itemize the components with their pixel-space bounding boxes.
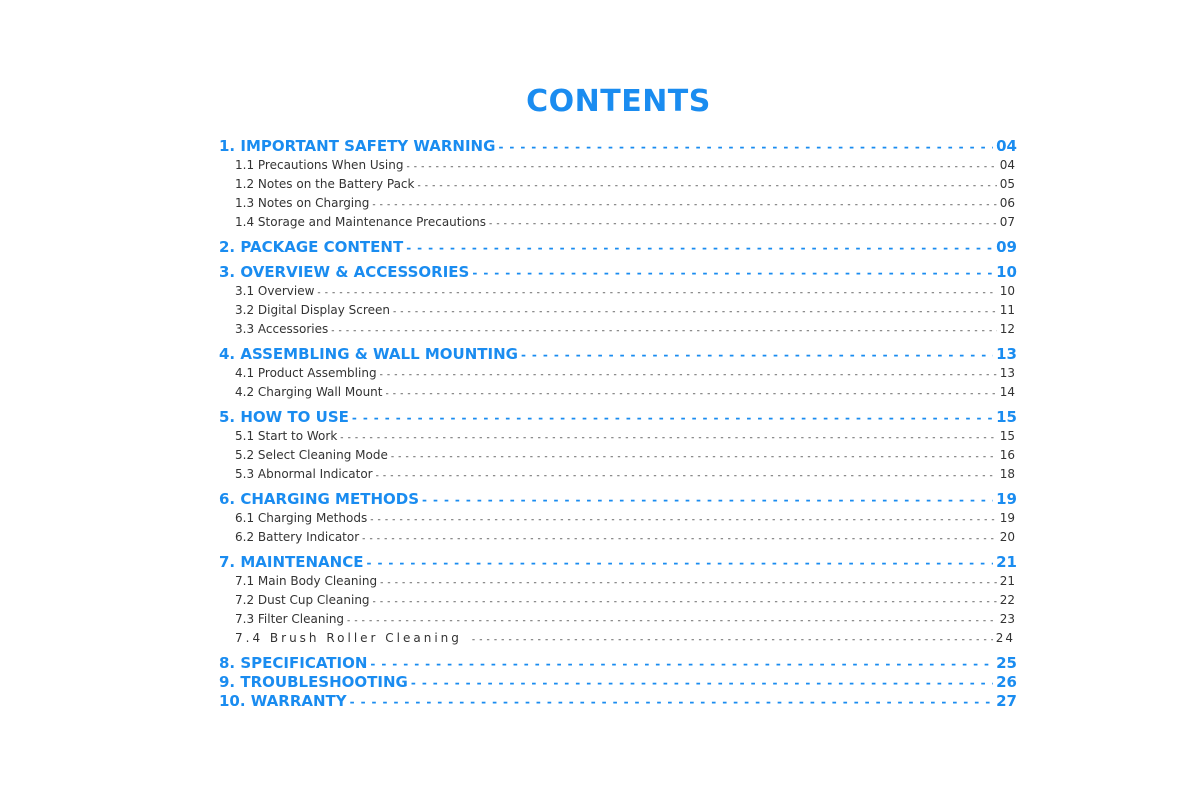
- toc-item-label: 7.2 Dust Cup Cleaning: [235, 593, 370, 607]
- toc-section[interactable]: [219, 654, 1017, 673]
- toc-section-label: 8. SPECIFICATION: [219, 654, 368, 672]
- toc-section[interactable]: [219, 137, 1017, 156]
- toc-item-label: 3.1 Overview: [235, 284, 315, 298]
- toc-section[interactable]: [219, 553, 1017, 572]
- toc-section-label: 5. HOW TO USE: [219, 408, 349, 426]
- toc-item[interactable]: [219, 629, 1017, 648]
- toc-page-number: 04: [996, 137, 1017, 155]
- toc-item-label: 6.2 Battery Indicator: [235, 530, 360, 544]
- toc-item-label: 1.4 Storage and Maintenance Precautions: [235, 215, 487, 229]
- dot-leader: [372, 194, 996, 215]
- toc-page-number: 23: [999, 612, 1015, 626]
- dot-leader: [373, 591, 997, 612]
- dot-leader: [417, 175, 996, 196]
- toc-item-label: 3.3 Accessories: [235, 322, 329, 336]
- toc-page-number: 12: [999, 322, 1015, 336]
- dot-leader: [380, 364, 997, 385]
- dot-leader: [352, 408, 993, 428]
- dot-leader: [340, 427, 996, 448]
- dot-leader: [411, 673, 993, 693]
- toc-page-number: 10: [999, 284, 1015, 298]
- toc-page-number: 18: [999, 467, 1015, 481]
- dot-leader: [521, 345, 993, 365]
- toc-page-number: 14: [999, 385, 1015, 399]
- toc-item[interactable]: [219, 509, 1017, 528]
- page-title: CONTENTS: [526, 84, 711, 119]
- toc-item[interactable]: [219, 213, 1017, 232]
- dot-leader: [498, 137, 993, 157]
- toc-section[interactable]: [219, 238, 1017, 257]
- toc-page-number: 15: [996, 408, 1017, 426]
- toc-item-label: 5.2 Select Cleaning Mode: [235, 448, 388, 462]
- dot-leader: [347, 610, 997, 631]
- dot-leader: [489, 213, 997, 234]
- toc-item[interactable]: [219, 383, 1017, 402]
- toc-item-label: 7.1 Main Body Cleaning: [235, 574, 378, 588]
- toc-item-label: 1.3 Notes on Charging: [235, 196, 370, 210]
- toc-section[interactable]: [219, 673, 1017, 692]
- toc-item-label: 3.2 Digital Display Screen: [235, 303, 390, 317]
- dot-leader: [370, 654, 993, 674]
- toc-item[interactable]: [219, 465, 1017, 484]
- toc-item-label: 1.2 Notes on the Battery Pack: [235, 177, 415, 191]
- toc-page-number: 11: [999, 303, 1015, 317]
- toc-page-number: 13: [999, 366, 1015, 380]
- toc-page-number: 19: [996, 490, 1017, 508]
- toc-page-number: 22: [999, 593, 1015, 607]
- toc-section-label: 1. IMPORTANT SAFETY WARNING: [219, 137, 496, 155]
- toc-item[interactable]: [219, 446, 1017, 465]
- toc-item[interactable]: [219, 156, 1017, 175]
- dot-leader: [362, 528, 997, 549]
- dot-leader: [376, 465, 997, 486]
- dot-leader: [472, 629, 993, 650]
- toc-section[interactable]: [219, 692, 1017, 711]
- toc-page-number: 26: [996, 673, 1017, 691]
- toc-page-number: 20: [999, 530, 1015, 544]
- dot-leader: [406, 156, 996, 177]
- toc-page-number: 05: [999, 177, 1015, 191]
- toc-section-label: 9. TROUBLESHOOTING: [219, 673, 408, 691]
- dot-leader: [350, 692, 993, 712]
- dot-leader: [380, 572, 997, 593]
- dot-leader: [393, 301, 997, 322]
- toc-section-label: 3. OVERVIEW & ACCESSORIES: [219, 263, 470, 281]
- toc-section-label: 6. CHARGING METHODS: [219, 490, 420, 508]
- dot-leader: [391, 446, 997, 467]
- toc-item[interactable]: [219, 427, 1017, 446]
- toc-section[interactable]: [219, 408, 1017, 427]
- toc-item-label: 6.1 Charging Methods: [235, 511, 368, 525]
- dot-leader: [386, 383, 997, 404]
- toc-section-label: 4. ASSEMBLING & WALL MOUNTING: [219, 345, 518, 363]
- toc-page-number: 09: [996, 238, 1017, 256]
- dot-leader: [317, 282, 996, 303]
- toc-page-number: 04: [999, 158, 1015, 172]
- toc-item[interactable]: [219, 610, 1017, 629]
- toc-page-number: 16: [999, 448, 1015, 462]
- toc-item[interactable]: [219, 591, 1017, 610]
- toc-page-number: 06: [999, 196, 1015, 210]
- toc-page-number: 07: [999, 215, 1015, 229]
- toc-item[interactable]: [219, 528, 1017, 547]
- toc-item[interactable]: [219, 301, 1017, 320]
- toc-item-label: 5.1 Start to Work: [235, 429, 338, 443]
- toc-page-number: 21: [999, 574, 1015, 588]
- toc-page-number: 27: [996, 692, 1017, 710]
- toc-page-number: 15: [999, 429, 1015, 443]
- toc-page-number: 13: [996, 345, 1017, 363]
- toc-section-label: 10. WARRANTY: [219, 692, 347, 710]
- toc-item[interactable]: [219, 175, 1017, 194]
- toc-item-label: 7.3 Filter Cleaning: [235, 612, 345, 626]
- dot-leader: [422, 490, 993, 510]
- toc-item-label: 1.1 Precautions When Using: [235, 158, 404, 172]
- toc-section[interactable]: [219, 490, 1017, 509]
- dot-leader: [331, 320, 996, 341]
- dot-leader: [370, 509, 997, 530]
- toc-page-number: 19: [999, 511, 1015, 525]
- table-of-contents: [219, 137, 1017, 711]
- toc-section-label: 7. MAINTENANCE: [219, 553, 364, 571]
- toc-item[interactable]: [219, 320, 1017, 339]
- toc-page-number: 24: [995, 631, 1015, 645]
- toc-item-label: 5.3 Abnormal Indicator: [235, 467, 373, 481]
- toc-item-label: 7.4 Brush Roller Cleaning: [235, 631, 462, 645]
- toc-page-number: 21: [996, 553, 1017, 571]
- toc-section-label: 2. PACKAGE CONTENT: [219, 238, 404, 256]
- toc-item[interactable]: [219, 282, 1017, 301]
- dot-leader: [472, 263, 993, 283]
- toc-section[interactable]: [219, 345, 1017, 364]
- dot-leader: [366, 553, 993, 573]
- toc-item-label: 4.1 Product Assembling: [235, 366, 377, 380]
- toc-item[interactable]: [219, 194, 1017, 213]
- toc-section[interactable]: [219, 263, 1017, 282]
- toc-page-number: 25: [996, 654, 1017, 672]
- toc-item-label: 4.2 Charging Wall Mount: [235, 385, 383, 399]
- toc-item[interactable]: [219, 364, 1017, 383]
- dot-leader: [406, 238, 993, 258]
- toc-page-number: 10: [996, 263, 1017, 281]
- toc-item[interactable]: [219, 572, 1017, 591]
